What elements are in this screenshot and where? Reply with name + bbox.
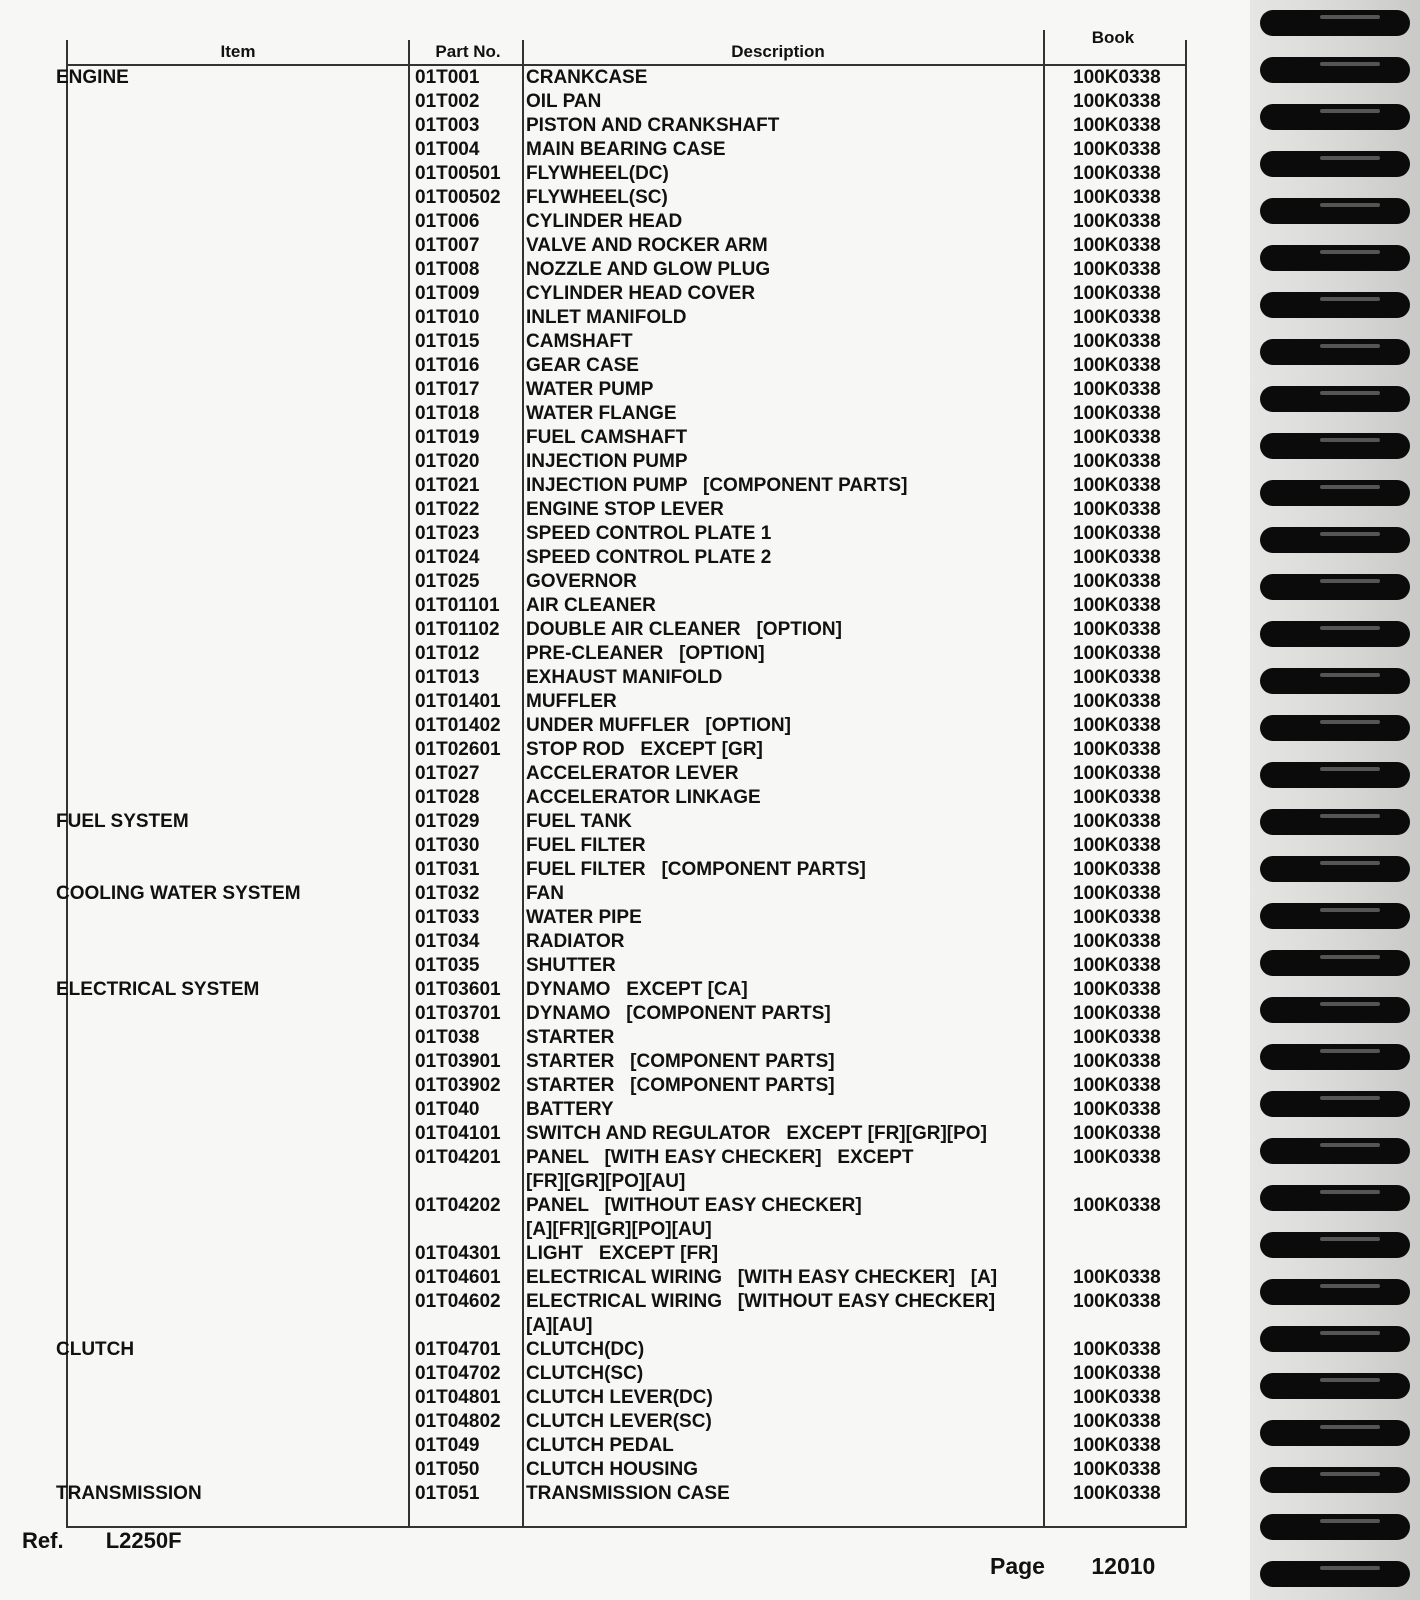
description-cell: GOVERNOR [526, 571, 637, 592]
page-label: Page [990, 1553, 1045, 1579]
part-number-cell: 01T019 [415, 427, 480, 448]
book-cell: 100K0338 [1073, 67, 1161, 88]
description-cell: SPEED CONTROL PLATE 1 [526, 523, 772, 544]
description-cell: LIGHT EXCEPT [FR] [526, 1243, 719, 1264]
part-number-cell: 01T025 [415, 571, 480, 592]
part-number-cell: 01T003 [415, 115, 480, 136]
part-number-cell: 01T001 [415, 67, 480, 88]
book-cell: 100K0338 [1073, 1291, 1161, 1312]
table-row [68, 474, 1185, 498]
description-cell: STARTER [526, 1027, 615, 1048]
binding-ring [1260, 1326, 1410, 1352]
table-row [68, 282, 1185, 306]
description-cell: EXHAUST MANIFOLD [526, 667, 723, 688]
table-row [68, 186, 1185, 210]
table-row [56, 1338, 1185, 1362]
model-number: L2250F [105, 1528, 182, 1553]
description-cell: ACCELERATOR LINKAGE [526, 787, 761, 808]
part-number-cell: 01T022 [415, 499, 480, 520]
part-number-cell: 01T04101 [415, 1123, 501, 1144]
table-row [68, 306, 1185, 330]
book-cell: 100K0338 [1073, 1363, 1161, 1384]
table-row [68, 258, 1185, 282]
description-cell: PANEL [WITH EASY CHECKER] EXCEPT [FR][GR][PO][AU] [526, 1147, 914, 1192]
binding-ring [1260, 762, 1410, 788]
description-cell: TRANSMISSION CASE [526, 1483, 730, 1504]
description-cell: CLUTCH(DC) [526, 1339, 645, 1360]
book-cell: 100K0338 [1073, 115, 1161, 136]
header-part-no: Part No. [435, 42, 501, 61]
table-row [56, 810, 1185, 834]
book-cell: 100K0338 [1073, 715, 1161, 736]
book-cell: 100K0338 [1073, 355, 1161, 376]
description-cell: RADIATOR [526, 931, 625, 952]
table-row [68, 1194, 1185, 1242]
description-cell: BATTERY [526, 1099, 614, 1120]
item-cell: TRANSMISSION [56, 1483, 202, 1504]
part-number-cell: 01T018 [415, 403, 480, 424]
binding-ring [1260, 1185, 1410, 1211]
binding-ring [1260, 1467, 1410, 1493]
binding-ring [1260, 1420, 1410, 1446]
book-cell: 100K0338 [1073, 187, 1161, 208]
book-cell: 100K0338 [1073, 595, 1161, 616]
table-row [68, 1026, 1185, 1050]
book-cell: 100K0338 [1073, 835, 1161, 856]
binding-ring [1260, 104, 1410, 130]
book-cell: 100K0338 [1073, 499, 1161, 520]
book-cell: 100K0338 [1073, 211, 1161, 232]
part-number-cell: 01T024 [415, 547, 480, 568]
table-row [68, 234, 1185, 258]
description-cell: OIL PAN [526, 91, 602, 112]
part-number-cell: 01T00501 [415, 163, 501, 184]
book-cell: 100K0338 [1073, 1411, 1161, 1432]
description-cell: SPEED CONTROL PLATE 2 [526, 547, 772, 568]
book-cell: 100K0338 [1073, 235, 1161, 256]
book-cell: 100K0338 [1073, 1267, 1161, 1288]
book-cell: 100K0338 [1073, 979, 1161, 1000]
parts-index-table [56, 28, 1187, 1528]
description-cell: GEAR CASE [526, 355, 639, 376]
book-cell: 100K0338 [1073, 427, 1161, 448]
book-cell: 100K0338 [1073, 307, 1161, 328]
description-cell: WATER PUMP [526, 379, 654, 400]
book-cell: 100K0338 [1073, 667, 1161, 688]
book-cell: 100K0338 [1073, 547, 1161, 568]
binding-ring [1260, 10, 1410, 36]
book-cell: 100K0338 [1073, 331, 1161, 352]
book-cell: 100K0338 [1073, 1339, 1161, 1360]
binding-ring [1260, 715, 1410, 741]
description-cell: VALVE AND ROCKER ARM [526, 235, 768, 256]
part-number-cell: 01T01102 [415, 619, 500, 640]
part-number-cell: 01T04602 [415, 1291, 501, 1312]
part-number-cell: 01T030 [415, 835, 480, 856]
binding-ring [1260, 668, 1410, 694]
part-number-cell: 01T028 [415, 787, 480, 808]
ref-label: Ref. [22, 1528, 64, 1553]
table-row [68, 354, 1185, 378]
description-cell: PISTON AND CRANKSHAFT [526, 115, 780, 136]
description-cell: CLUTCH(SC) [526, 1363, 644, 1384]
table-row [68, 378, 1185, 402]
description-cell: WATER FLANGE [526, 403, 677, 424]
part-number-cell: 01T013 [415, 667, 480, 688]
table-row [68, 1458, 1185, 1482]
binding-ring [1260, 1279, 1410, 1305]
table-body [56, 66, 1185, 1506]
description-cell: DYNAMO EXCEPT [CA] [526, 979, 748, 1000]
table-row [68, 402, 1185, 426]
header-book: Book [1091, 28, 1135, 47]
description-cell: MUFFLER [526, 691, 617, 712]
binding-ring [1260, 1561, 1410, 1587]
item-cell: COOLING WATER SYSTEM [56, 883, 301, 904]
table-row [68, 714, 1185, 738]
binding-ring [1260, 1373, 1410, 1399]
description-cell: CLUTCH PEDAL [526, 1435, 674, 1456]
table-row [68, 666, 1185, 690]
description-cell: AIR CLEANER [526, 595, 656, 616]
table-row [68, 1146, 1185, 1194]
binding-ring [1260, 1232, 1410, 1258]
binding-ring [1260, 527, 1410, 553]
description-cell: FAN [526, 883, 564, 904]
description-cell: INJECTION PUMP [COMPONENT PARTS] [526, 475, 908, 496]
footer-page [990, 1553, 1155, 1580]
part-number-cell: 01T00502 [415, 187, 501, 208]
part-number-cell: 01T035 [415, 955, 480, 976]
table-row [68, 330, 1185, 354]
description-cell: INJECTION PUMP [526, 451, 688, 472]
book-cell: 100K0338 [1073, 1435, 1161, 1456]
table-row [56, 882, 1185, 906]
description-cell: NOZZLE AND GLOW PLUG [526, 259, 771, 280]
binding-ring [1260, 480, 1410, 506]
description-cell: ACCELERATOR LEVER [526, 763, 739, 784]
table-row [68, 90, 1185, 114]
book-cell: 100K0338 [1073, 1123, 1161, 1144]
description-cell: ELECTRICAL WIRING [WITH EASY CHECKER] [A] [526, 1267, 998, 1288]
part-number-cell: 01T04702 [415, 1363, 501, 1384]
part-number-cell: 01T002 [415, 91, 480, 112]
binding-ring [1260, 1138, 1410, 1164]
book-cell: 100K0338 [1073, 1387, 1161, 1408]
part-number-cell: 01T03701 [415, 1003, 501, 1024]
table-row [68, 1290, 1185, 1338]
table-row [56, 66, 1185, 90]
description-cell: WATER PIPE [526, 907, 642, 928]
part-number-cell: 01T012 [415, 643, 480, 664]
book-cell: 100K0338 [1073, 1003, 1161, 1024]
description-cell: SWITCH AND REGULATOR EXCEPT [FR][GR][PO] [526, 1123, 987, 1144]
book-cell: 100K0338 [1073, 571, 1161, 592]
item-cell: ENGINE [56, 67, 129, 88]
description-cell: STARTER [COMPONENT PARTS] [526, 1075, 835, 1096]
header-description: Description [731, 42, 825, 61]
item-cell: CLUTCH [56, 1339, 135, 1360]
part-number-cell: 01T010 [415, 307, 480, 328]
book-cell: 100K0338 [1073, 643, 1161, 664]
book-cell: 100K0338 [1073, 931, 1161, 952]
item-cell: ELECTRICAL SYSTEM [56, 979, 260, 1000]
book-cell: 100K0338 [1073, 883, 1161, 904]
book-cell: 100K0338 [1073, 451, 1161, 472]
part-number-cell: 01T029 [415, 811, 480, 832]
part-number-cell: 01T04301 [415, 1243, 501, 1264]
table-row [68, 642, 1185, 666]
book-cell: 100K0338 [1073, 283, 1161, 304]
header-item: Item [220, 42, 256, 61]
book-cell: 100K0338 [1073, 1147, 1161, 1168]
table-row [68, 954, 1185, 978]
table-row [68, 1098, 1185, 1122]
item-cell: FUEL SYSTEM [56, 811, 189, 832]
book-cell: 100K0338 [1073, 139, 1161, 160]
part-number-cell: 01T016 [415, 355, 480, 376]
description-cell: ENGINE STOP LEVER [526, 499, 724, 520]
part-number-cell: 01T006 [415, 211, 480, 232]
book-cell: 100K0338 [1073, 1483, 1161, 1504]
table-row [68, 1074, 1185, 1098]
table-row [56, 978, 1185, 1002]
binding-ring [1260, 1091, 1410, 1117]
part-number-cell: 01T033 [415, 907, 480, 928]
binding-ring [1260, 245, 1410, 271]
description-cell: FUEL TANK [526, 811, 632, 832]
book-cell: 100K0338 [1073, 379, 1161, 400]
book-cell: 100K0338 [1073, 1051, 1161, 1072]
book-cell: 100K0338 [1073, 1195, 1161, 1216]
book-cell: 100K0338 [1073, 1459, 1161, 1480]
book-cell: 100K0338 [1073, 403, 1161, 424]
part-number-cell: 01T01401 [415, 691, 501, 712]
spiral-binding [1250, 0, 1420, 1600]
table-row [68, 834, 1185, 858]
book-cell: 100K0338 [1073, 787, 1161, 808]
part-number-cell: 01T050 [415, 1459, 480, 1480]
description-cell: DYNAMO [COMPONENT PARTS] [526, 1003, 831, 1024]
part-number-cell: 01T023 [415, 523, 480, 544]
book-cell: 100K0338 [1073, 907, 1161, 928]
part-number-cell: 01T034 [415, 931, 480, 952]
description-cell: CYLINDER HEAD [526, 211, 683, 232]
table-row [68, 1050, 1185, 1074]
book-cell: 100K0338 [1073, 955, 1161, 976]
table-row [68, 786, 1185, 810]
table-row [68, 522, 1185, 546]
binding-ring [1260, 903, 1410, 929]
binding-ring [1260, 621, 1410, 647]
table-row [68, 210, 1185, 234]
part-number-cell: 01T04802 [415, 1411, 501, 1432]
part-number-cell: 01T051 [415, 1483, 480, 1504]
description-cell: CLUTCH LEVER(SC) [526, 1411, 712, 1432]
table-row [68, 1242, 1185, 1266]
table-row [68, 570, 1185, 594]
book-cell: 100K0338 [1073, 811, 1161, 832]
book-cell: 100K0338 [1073, 1075, 1161, 1096]
table-row [68, 858, 1185, 882]
part-number-cell: 01T04801 [415, 1387, 501, 1408]
table-row [68, 450, 1185, 474]
book-cell: 100K0338 [1073, 523, 1161, 544]
footer-reference [22, 1528, 182, 1554]
part-number-cell: 01T04201 [415, 1147, 501, 1168]
table-row [68, 1410, 1185, 1434]
part-number-cell: 01T02601 [415, 739, 501, 760]
part-number-cell: 01T049 [415, 1435, 480, 1456]
part-number-cell: 01T032 [415, 883, 480, 904]
part-number-cell: 01T01402 [415, 715, 501, 736]
table-row [56, 1482, 1185, 1506]
binding-ring [1260, 856, 1410, 882]
table-row [68, 594, 1185, 618]
book-cell: 100K0338 [1073, 91, 1161, 112]
table-row [68, 906, 1185, 930]
table-row [68, 426, 1185, 450]
binding-ring [1260, 1044, 1410, 1070]
book-cell: 100K0338 [1073, 475, 1161, 496]
binding-ring [1260, 386, 1410, 412]
table-row [68, 1434, 1185, 1458]
part-number-cell: 01T020 [415, 451, 480, 472]
part-number-cell: 01T017 [415, 379, 480, 400]
description-cell: FUEL FILTER [COMPONENT PARTS] [526, 859, 866, 880]
part-number-cell: 01T004 [415, 139, 480, 160]
binding-ring [1260, 950, 1410, 976]
table-row [68, 1122, 1185, 1146]
book-cell: 100K0338 [1073, 691, 1161, 712]
binding-ring [1260, 574, 1410, 600]
binding-ring [1260, 1514, 1410, 1540]
description-cell: MAIN BEARING CASE [526, 139, 726, 160]
table-row [68, 738, 1185, 762]
table-row [68, 1362, 1185, 1386]
table-row [68, 498, 1185, 522]
part-number-cell: 01T03902 [415, 1075, 501, 1096]
description-cell: STOP ROD EXCEPT [GR] [526, 739, 763, 760]
part-number-cell: 01T03601 [415, 979, 501, 1000]
table-row [68, 114, 1185, 138]
table-row [68, 930, 1185, 954]
table-row [68, 546, 1185, 570]
description-cell: DOUBLE AIR CLEANER [OPTION] [526, 619, 842, 640]
part-number-cell: 01T040 [415, 1099, 480, 1120]
description-cell: STARTER [COMPONENT PARTS] [526, 1051, 835, 1072]
table-row [68, 690, 1185, 714]
part-number-cell: 01T008 [415, 259, 480, 280]
part-number-cell: 01T04701 [415, 1339, 501, 1360]
book-cell: 100K0338 [1073, 1027, 1161, 1048]
part-number-cell: 01T01101 [415, 595, 500, 616]
part-number-cell: 01T021 [415, 475, 480, 496]
part-number-cell: 01T015 [415, 331, 480, 352]
part-number-cell: 01T031 [415, 859, 480, 880]
table-row [68, 1386, 1185, 1410]
table-row [68, 162, 1185, 186]
book-cell: 100K0338 [1073, 763, 1161, 784]
description-cell: CYLINDER HEAD COVER [526, 283, 756, 304]
part-number-cell: 01T04202 [415, 1195, 501, 1216]
description-cell: PANEL [WITHOUT EASY CHECKER] [A][FR][GR][PO][AU] [526, 1195, 862, 1240]
description-cell: CLUTCH HOUSING [526, 1459, 699, 1480]
description-cell: FUEL FILTER [526, 835, 646, 856]
binding-ring [1260, 339, 1410, 365]
book-cell: 100K0338 [1073, 619, 1161, 640]
book-cell: 100K0338 [1073, 859, 1161, 880]
part-number-cell: 01T009 [415, 283, 480, 304]
table-row [68, 762, 1185, 786]
part-number-cell: 01T038 [415, 1027, 480, 1048]
binding-ring [1260, 198, 1410, 224]
part-number-cell: 01T04601 [415, 1267, 501, 1288]
book-cell: 100K0338 [1073, 163, 1161, 184]
book-cell: 100K0338 [1073, 1099, 1161, 1120]
description-cell: FLYWHEEL(SC) [526, 187, 668, 208]
binding-ring [1260, 433, 1410, 459]
part-number-cell: 01T027 [415, 763, 480, 784]
binding-ring [1260, 151, 1410, 177]
binding-ring [1260, 292, 1410, 318]
binding-ring [1260, 809, 1410, 835]
part-number-cell: 01T007 [415, 235, 480, 256]
description-cell: CAMSHAFT [526, 331, 633, 352]
table-row [68, 618, 1185, 642]
part-number-cell: 01T03901 [415, 1051, 501, 1072]
binding-ring [1260, 997, 1410, 1023]
description-cell: PRE-CLEANER [OPTION] [526, 643, 765, 664]
binding-ring [1260, 57, 1410, 83]
description-cell: ELECTRICAL WIRING [WITHOUT EASY CHECKER] [A][AU] [526, 1291, 996, 1336]
table-row [68, 1266, 1185, 1290]
description-cell: FUEL CAMSHAFT [526, 427, 688, 448]
description-cell: CRANKCASE [526, 67, 648, 88]
book-cell: 100K0338 [1073, 739, 1161, 760]
table-row [68, 1002, 1185, 1026]
book-cell: 100K0338 [1073, 259, 1161, 280]
table-header [68, 28, 1185, 66]
page-number: 12010 [1091, 1553, 1156, 1579]
description-cell: INLET MANIFOLD [526, 307, 687, 328]
description-cell: CLUTCH LEVER(DC) [526, 1387, 713, 1408]
description-cell: FLYWHEEL(DC) [526, 163, 669, 184]
table-row [68, 138, 1185, 162]
description-cell: UNDER MUFFLER [OPTION] [526, 715, 791, 736]
description-cell: SHUTTER [526, 955, 616, 976]
